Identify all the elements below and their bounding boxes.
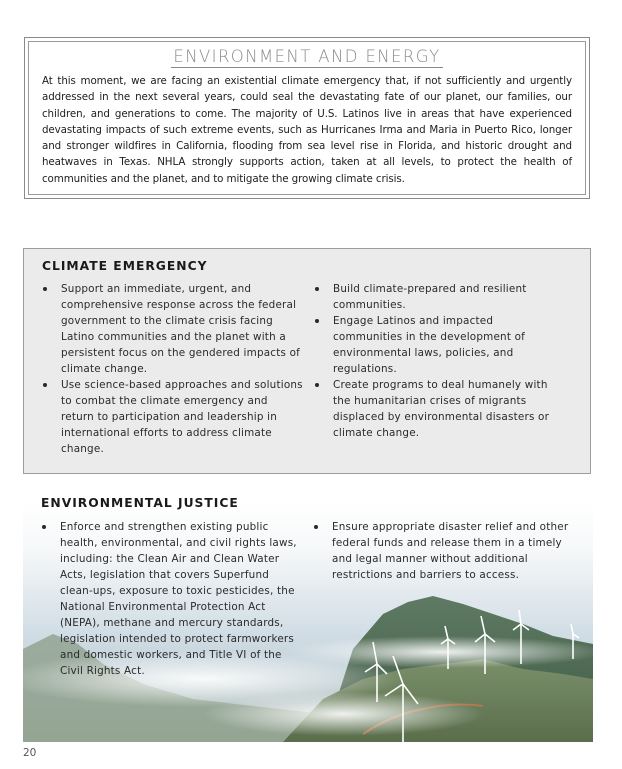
list-item: Use science-based approaches and solutions to combat the climate emergency and return to participation and leadership in international efforts to address climate change. xyxy=(42,377,304,457)
page-number: 20 xyxy=(23,747,37,759)
list-item: Ensure appropriate disaster relief and other federal funds and release them in a timely and legal manner without additional restrictions and barriers to access. xyxy=(313,519,575,583)
list-item: Enforce and strengthen existing public health, environmental, and civil rights laws, including: the Clean Air and Clean Water Acts, legislation that covers Superfund clean-ups, exposure to toxic pesticides, the National Environmental Protection Act (NEPA), methane and mercury standards, legislation intended to protect farmworkers and domestic workers, and Title VI of the Civil Rights Act. xyxy=(41,519,303,679)
intro-title-text: ENVIRONMENT AND ENERGY xyxy=(173,47,441,66)
list-item: Engage Latinos and impacted communities in the development of environmental laws, policies, and regulations. xyxy=(314,313,564,377)
climate-emergency-right-list xyxy=(314,281,564,441)
environmental-justice-section xyxy=(23,474,593,742)
intro-box xyxy=(24,37,590,199)
environmental-justice-title: ENVIRONMENTAL JUSTICE xyxy=(41,496,239,510)
climate-emergency-left-column xyxy=(42,281,304,457)
list-item: Build climate-prepared and resilient communities. xyxy=(314,281,564,313)
climate-emergency-title: CLIMATE EMERGENCY xyxy=(42,259,208,273)
intro-paragraph: At this moment, we are facing an existential climate emergency that, if not sufficiently and urgently addressed in the next several years, could seal the devastating fate of our planet, our families, our children, and generations to come. The majority of U.S. Latinos live in areas that have experienced devastating impacts of such extreme events, such as Hurricanes Irma and Maria in Puerto Rico, longer and stronger wildfires in California, flooding from sea level rise in Florida, and historic drought and heatwaves in Texas. NHLA strongly supports action, taken at all levels, to protect the health of communities and the planet, and to mitigate the growing climate crisis. xyxy=(42,75,572,185)
climate-emergency-section xyxy=(23,248,591,474)
climate-emergency-left-list xyxy=(42,281,304,457)
climate-emergency-right-column xyxy=(314,281,564,441)
list-item: Create programs to deal humanely with the humanitarian crises of migrants displaced by environmental disasters or climate change. xyxy=(314,377,564,441)
list-item: Support an immediate, urgent, and comprehensive response across the federal government to the climate crisis facing Latino communities and the planet with a persistent focus on the gendered impacts of climate change. xyxy=(42,281,304,377)
environmental-justice-left-list xyxy=(41,519,303,679)
intro-title xyxy=(25,46,589,68)
environmental-justice-right-column xyxy=(313,519,575,583)
environmental-justice-left-column xyxy=(41,519,303,679)
environmental-justice-right-list xyxy=(313,519,575,583)
